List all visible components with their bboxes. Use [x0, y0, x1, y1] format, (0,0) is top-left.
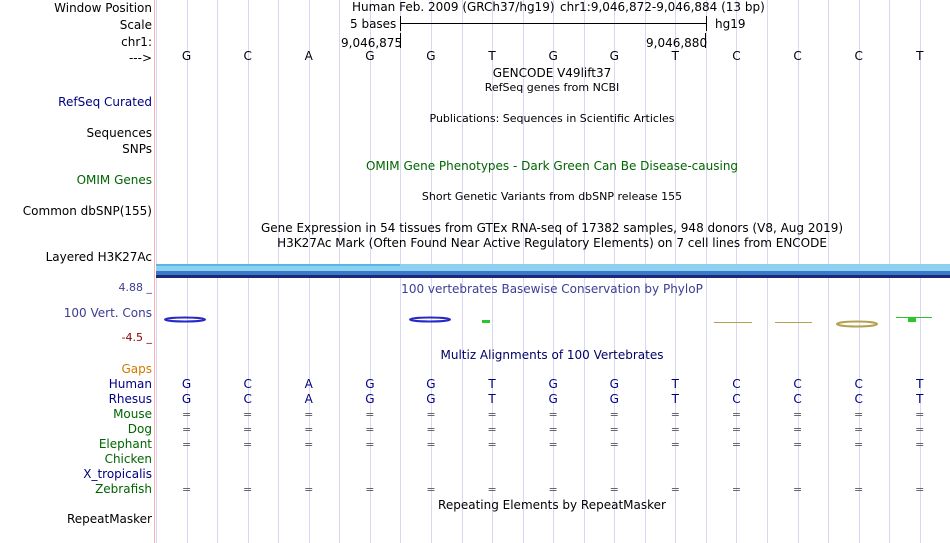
alignment-match: =	[792, 438, 803, 451]
alignment-match: =	[548, 438, 558, 451]
sequence-base: T	[488, 49, 496, 63]
scale-bar-label: 5 bases	[350, 17, 397, 31]
alignment-match: =	[426, 438, 436, 451]
alignment-match: =	[365, 423, 375, 436]
window-position-label: Window Position	[54, 1, 152, 15]
phylop-graph	[156, 310, 950, 332]
h3k27ac-signal-peak	[156, 264, 400, 266]
alignment-base: C	[854, 377, 863, 391]
alignment-match: =	[792, 408, 803, 421]
alignment-base: T	[671, 392, 680, 406]
alignment-match: =	[365, 483, 375, 496]
alignment-match: =	[181, 483, 192, 496]
alignment-base: A	[304, 377, 313, 391]
sequence-base: T	[916, 49, 924, 63]
dbsnp-track-title: Short Genetic Variants from dbSNP release 155	[421, 190, 683, 203]
alignment-match: =	[731, 483, 742, 496]
sequence-base: G	[609, 49, 619, 63]
track-image[interactable]	[156, 0, 950, 543]
alignment-base: G	[181, 377, 192, 391]
omim-track-label[interactable]: OMIM Genes	[76, 173, 152, 187]
species-label[interactable]: Rhesus	[108, 392, 152, 406]
alignment-match: =	[609, 438, 619, 451]
repeatmasker-track-title: Repeating Elements by RepeatMasker	[438, 498, 666, 512]
gtex-track-title: Gene Expression in 54 tissues from GTEx RNA-seq of 17382 samples, 948 donors (V8, Aug 2019)	[260, 221, 844, 235]
species-label[interactable]: Zebrafish	[95, 482, 152, 496]
sequence-base: T	[671, 49, 680, 63]
alignment-base: C	[793, 392, 802, 406]
alignment-match: =	[243, 423, 253, 436]
alignment-match: =	[792, 423, 803, 436]
alignment-match: =	[548, 408, 558, 421]
alignment-match: =	[731, 408, 742, 421]
sequence-base: C	[243, 49, 252, 63]
alignment-match: =	[670, 483, 680, 496]
alignment-match: =	[487, 483, 497, 496]
alignment-base: G	[548, 392, 558, 406]
sequence-base: A	[304, 49, 313, 63]
sequence-base: C	[854, 49, 863, 63]
repeatmasker-track-label[interactable]: RepeatMasker	[66, 512, 152, 526]
sequence-base: G	[426, 49, 436, 63]
alignment-match: =	[854, 438, 864, 451]
alignment-match: =	[365, 408, 375, 421]
alignment-base: C	[732, 392, 741, 406]
alignment-base: G	[548, 377, 558, 391]
multiz-track-title: Multiz Alignments of 100 Vertebrates	[440, 348, 664, 362]
alignment-match: =	[487, 438, 497, 451]
alignment-match: =	[365, 438, 375, 451]
alignment-match: =	[854, 423, 864, 436]
snps-track-label[interactable]: SNPs	[122, 142, 152, 156]
alignment-match: =	[304, 438, 314, 451]
alignment-match: =	[243, 438, 253, 451]
h3k27ac-track-label[interactable]: Layered H3K27Ac	[45, 250, 152, 264]
alignment-base: G	[426, 377, 436, 391]
dbsnp-track-label[interactable]: Common dbSNP(155)	[22, 204, 152, 218]
alignment-base: G	[609, 377, 619, 391]
alignment-match: =	[731, 423, 742, 436]
coord-right: 9,046,880	[646, 36, 708, 50]
refseq-track-label[interactable]: RefSeq Curated	[58, 95, 152, 109]
coord-right-tick	[704, 33, 707, 48]
alignment-match: =	[181, 438, 192, 451]
alignment-match: =	[731, 438, 742, 451]
position-text: chr1:9,046,872-9,046,884 (13 bp)	[560, 0, 765, 14]
h3k27ac-track-title: H3K27Ac Mark (Often Found Near Active Regulatory Elements) on 7 cell lines from ENCODE	[277, 236, 827, 250]
scale-label: Scale	[119, 18, 152, 32]
phylop-mark-6	[837, 322, 877, 327]
alignment-match: =	[487, 408, 497, 421]
db-label: hg19	[715, 17, 746, 31]
cons-max-label: 4.88 _	[118, 281, 152, 294]
alignment-base: G	[181, 392, 192, 406]
sequence-base: C	[732, 49, 741, 63]
alignment-match: =	[792, 483, 803, 496]
alignment-base: G	[365, 392, 375, 406]
alignment-match: =	[548, 483, 558, 496]
species-label[interactable]: Chicken	[104, 452, 152, 466]
alignment-match: =	[915, 483, 925, 496]
sequence-base: G	[548, 49, 558, 63]
assembly-text: Human Feb. 2009 (GRCh37/hg19)	[352, 0, 555, 14]
alignment-match: =	[670, 408, 680, 421]
alignment-base: C	[732, 377, 741, 391]
alignment-match: =	[426, 408, 436, 421]
phylop-track-title: 100 vertebrates Basewise Conservation by PhyloP	[401, 282, 703, 296]
alignment-base: C	[243, 377, 252, 391]
alignment-base: T	[488, 377, 496, 391]
alignment-match: =	[487, 423, 497, 436]
sequence-base: G	[365, 49, 375, 63]
alignment-match: =	[609, 483, 619, 496]
sequence-base: C	[793, 49, 802, 63]
alignment-base: G	[365, 377, 375, 391]
track-labels-panel	[0, 0, 154, 543]
alignment-match: =	[426, 423, 436, 436]
alignment-match: =	[243, 483, 253, 496]
omim-track-title: OMIM Gene Phenotypes - Dark Green Can Be Disease-causing	[365, 159, 739, 173]
phylop-mark-3	[482, 320, 490, 323]
sequences-track-label[interactable]: Sequences	[86, 126, 152, 140]
alignment-match: =	[670, 438, 680, 451]
cons-min-label: -4.5 _	[121, 331, 152, 344]
alignment-match: =	[304, 423, 314, 436]
publications-track-title: Publications: Sequences in Scientific Articles	[429, 112, 675, 125]
alignment-base: C	[793, 377, 802, 391]
species-label[interactable]: Mouse	[113, 407, 152, 421]
alignment-base: T	[671, 377, 680, 391]
alignment-match: =	[181, 408, 192, 421]
alignment-match: =	[915, 438, 925, 451]
chrom-label: chr1:	[121, 35, 152, 49]
alignment-base: T	[916, 377, 924, 391]
alignment-match: =	[670, 423, 680, 436]
alignment-match: =	[915, 423, 925, 436]
alignment-base: G	[609, 392, 619, 406]
gencode-track-title: GENCODE V49lift37	[492, 66, 612, 80]
phylop-mark-2	[410, 318, 450, 322]
refseq-track-title: RefSeq genes from NCBI	[484, 81, 620, 94]
label-divider	[154, 0, 155, 543]
alignment-base: C	[243, 392, 252, 406]
alignment-match: =	[915, 408, 925, 421]
coord-left-tick	[399, 33, 402, 48]
sequence-base: G	[181, 49, 192, 63]
alignment-match: =	[304, 408, 314, 421]
alignment-match: =	[609, 423, 619, 436]
species-label[interactable]: Dog	[127, 422, 152, 436]
cons-track-label[interactable]: 100 Vert. Cons	[63, 306, 152, 320]
alignment-match: =	[243, 408, 253, 421]
coord-left: 9,046,875	[341, 36, 403, 50]
h3k27ac-signal-bottom	[156, 275, 950, 278]
alignment-match: =	[181, 423, 192, 436]
alignment-base: C	[854, 392, 863, 406]
species-label[interactable]: X_tropicalis	[83, 467, 152, 481]
alignment-match: =	[548, 423, 558, 436]
species-label[interactable]: Elephant	[98, 437, 152, 451]
scale-bar	[400, 16, 710, 32]
phylop-mark-1	[165, 318, 205, 322]
species-label[interactable]: Human	[108, 377, 152, 391]
strand-label[interactable]: --->	[128, 51, 152, 65]
gaps-track-label[interactable]: Gaps	[121, 362, 152, 376]
alignment-base: T	[488, 392, 496, 406]
alignment-match: =	[854, 408, 864, 421]
alignment-match: =	[304, 483, 314, 496]
alignment-match: =	[426, 483, 436, 496]
alignment-base: G	[426, 392, 436, 406]
alignment-match: =	[854, 483, 864, 496]
alignment-match: =	[609, 408, 619, 421]
alignment-base: A	[304, 392, 313, 406]
alignment-base: T	[916, 392, 924, 406]
